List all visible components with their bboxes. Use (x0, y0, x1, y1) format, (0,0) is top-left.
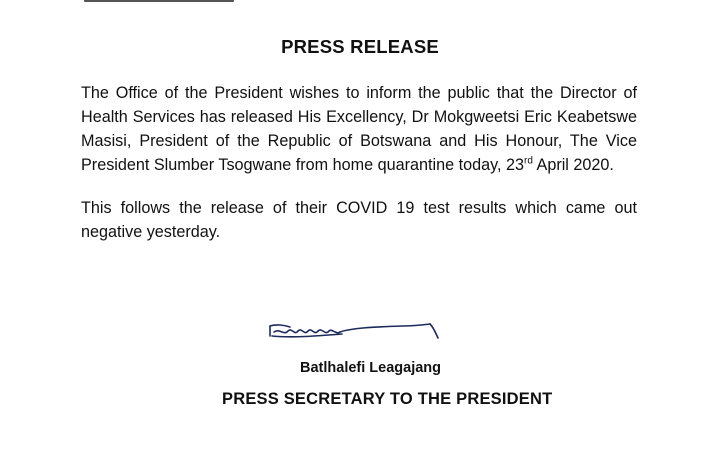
paragraph-announcement-date-tail: April 2020. (532, 156, 614, 174)
signatory-name: Batlhalefi Leagajang (300, 360, 442, 376)
date-ordinal-suffix: rd (524, 155, 533, 167)
signatory-title: PRESS SECRETARY TO THE PRESIDENT (222, 390, 553, 408)
handwritten-signature (262, 314, 452, 350)
document-title: PRESS RELEASE (281, 36, 439, 57)
paragraph-announcement (81, 81, 637, 177)
cropped-letterhead-fragment (84, 0, 234, 2)
paragraph-announcement-text: The Office of the President wishes to inform the public that the Director of Health Services has released His Excellency, Dr Mokgweetsi Eric Keabetswe Masisi, President of the Republic of Botswana and His Honour, The Vice President Slumber Tsogwane from home quarantine today, 23 (81, 84, 637, 174)
paragraph-test-results: This follows the release of their COVID 19 test results which came out negative yesterday. (81, 199, 637, 241)
